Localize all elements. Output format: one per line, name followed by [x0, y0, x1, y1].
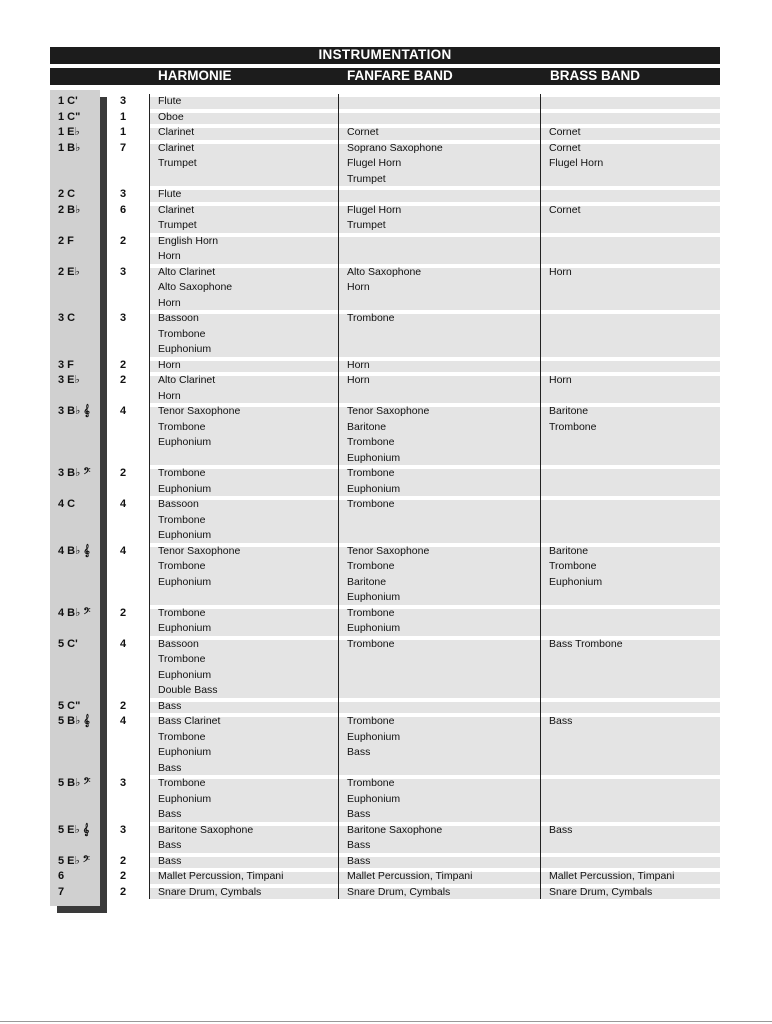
instrument-name: Alto Saxophone — [158, 281, 233, 293]
harmonie-instruments — [158, 203, 197, 234]
table-row — [0, 358, 772, 374]
instrument-name: Bass — [158, 839, 182, 851]
instrument-name: Euphonium — [549, 575, 603, 588]
instrument-name: Baritone — [549, 544, 589, 557]
part-label: 1 C" — [58, 110, 81, 123]
part-count: 4 — [120, 544, 127, 557]
instrument-name: Cornet — [549, 141, 581, 154]
instrument-name: Alto Clarinet — [158, 265, 216, 278]
harmonie-instruments — [158, 699, 181, 715]
column-header-bar — [50, 68, 720, 85]
table-title — [50, 47, 720, 64]
part-label: 5 E♭ 𝄢 — [58, 854, 90, 867]
instrument-name: Trumpet — [158, 219, 197, 231]
instrument-name: Baritone Saxophone — [347, 823, 443, 836]
instrument-name: Euphonium — [347, 451, 401, 464]
row-shading — [150, 640, 720, 698]
part-label: 7 — [58, 885, 65, 898]
brass-instruments — [549, 823, 572, 839]
column-header-harmonie: HARMONIE — [158, 68, 232, 83]
brass-instruments — [549, 265, 572, 281]
fanfare-instruments — [347, 311, 394, 327]
instrument-name: Flugel Horn — [347, 157, 402, 169]
instrument-name: Horn — [549, 265, 572, 278]
instrument-name: Euphonium — [158, 622, 212, 634]
brass-instruments — [549, 203, 581, 219]
table-title-text: INSTRUMENTATION — [318, 47, 452, 62]
part-count: 2 — [120, 358, 127, 371]
fanfare-instruments — [347, 776, 400, 823]
row-shading — [150, 500, 720, 543]
instrument-name: Tenor Saxophone — [347, 405, 430, 417]
instrument-name: Euphonium — [158, 575, 212, 588]
fanfare-instruments — [347, 869, 472, 885]
row-shading — [150, 779, 720, 822]
instrument-name: Snare Drum, Cymbals — [549, 885, 653, 898]
instrument-name: Bass Trombone — [549, 637, 623, 650]
table-row — [0, 823, 772, 854]
instrument-name: Bass — [347, 839, 371, 851]
row-shading — [150, 128, 720, 140]
instrument-name: Euphonium — [158, 792, 212, 805]
instrument-name: Trombone — [347, 777, 395, 789]
row-shading — [150, 361, 720, 373]
instrument-name: Horn — [347, 374, 370, 386]
instrument-name: Trombone — [347, 436, 395, 448]
fanfare-instruments — [347, 637, 394, 653]
part-count: 2 — [120, 885, 127, 898]
fanfare-instruments — [347, 125, 379, 141]
fanfare-instruments — [347, 823, 442, 854]
column-divider — [540, 94, 541, 899]
fanfare-instruments — [347, 885, 450, 901]
table-row — [0, 234, 772, 265]
part-count: 2 — [120, 467, 127, 479]
instrument-name: Trombone — [158, 327, 206, 340]
row-shading — [150, 206, 720, 233]
table-row — [0, 203, 772, 234]
instrument-name: Bass — [158, 699, 182, 712]
table-row — [0, 776, 772, 823]
instrument-name: Trumpet — [347, 172, 386, 185]
part-count: 3 — [120, 312, 127, 324]
instrument-name: Clarinet — [158, 126, 195, 138]
instrument-name: Snare Drum, Cymbals — [347, 885, 451, 898]
brass-instruments — [549, 714, 572, 730]
instrument-name: Horn — [158, 358, 181, 371]
instrument-name: Trombone — [347, 312, 395, 324]
harmonie-instruments — [158, 637, 218, 699]
brass-instruments — [549, 885, 652, 901]
row-shading — [150, 190, 720, 202]
part-label: 1 B♭ — [58, 141, 81, 154]
instrument-name: Clarinet — [158, 141, 195, 154]
instrument-name: Baritone — [347, 575, 387, 588]
part-label: 5 B♭ 𝄢 — [58, 777, 91, 789]
table-row — [0, 544, 772, 606]
instrument-name: Euphonium — [347, 482, 401, 495]
instrument-name: Bass — [347, 746, 371, 758]
fanfare-instruments — [347, 358, 370, 374]
part-label: 4 B♭ 𝄞 — [58, 544, 90, 557]
instrument-name: Cornet — [549, 203, 581, 216]
part-label: 3 E♭ — [58, 374, 80, 386]
instrument-name: Euphonium — [347, 792, 401, 805]
column-header-fanfare: FANFARE BAND — [347, 68, 453, 83]
table-row — [0, 125, 772, 141]
part-count: 1 — [120, 126, 127, 138]
instrument-name: Clarinet — [158, 203, 195, 216]
part-label: 3 F — [58, 358, 74, 371]
table-row — [0, 187, 772, 203]
instrument-name: Baritone — [549, 405, 589, 417]
instrument-name: Bassoon — [158, 312, 199, 324]
instrument-name: Soprano Saxophone — [347, 141, 443, 154]
harmonie-instruments — [158, 94, 181, 110]
instrument-name: Trumpet — [347, 219, 386, 231]
instrument-name: Euphonium — [158, 482, 212, 495]
instrument-name: Euphonium — [158, 746, 212, 758]
part-label: 3 B♭ 𝄢 — [58, 467, 91, 479]
part-label: 5 C' — [58, 637, 78, 650]
harmonie-instruments — [158, 358, 181, 374]
instrument-name: Tenor Saxophone — [347, 544, 430, 557]
instrument-name: Horn — [158, 250, 181, 262]
instrument-name: Tenor Saxophone — [158, 405, 241, 417]
instrument-name: Bassoon — [158, 498, 199, 510]
instrument-name: Trombone — [347, 606, 395, 619]
table-row — [0, 373, 772, 404]
instrument-name: Cornet — [347, 126, 379, 138]
instrument-name: Trombone — [347, 467, 395, 479]
brass-instruments — [549, 373, 572, 389]
instrument-name: Flugel Horn — [347, 203, 402, 216]
part-count: 2 — [120, 374, 127, 386]
table-row — [0, 606, 772, 637]
instrument-name: Bass — [158, 808, 182, 820]
harmonie-instruments — [158, 497, 211, 544]
harmonie-instruments — [158, 187, 181, 203]
instrument-name: Oboe — [158, 110, 184, 123]
harmonie-instruments — [158, 265, 232, 312]
part-count: 4 — [120, 715, 127, 727]
part-label: 1 C' — [58, 95, 78, 107]
instrument-name: Bass — [549, 823, 573, 836]
row-shading — [150, 717, 720, 775]
part-count: 4 — [120, 498, 127, 510]
instrument-name: Bass — [158, 854, 182, 867]
instrument-name: Trombone — [158, 513, 206, 526]
part-count: 3 — [120, 188, 127, 200]
fanfare-instruments — [347, 544, 429, 606]
table-row — [0, 714, 772, 776]
instrument-name: Bass — [549, 715, 573, 727]
part-count: 3 — [120, 777, 127, 789]
harmonie-instruments — [158, 606, 211, 637]
part-count: 2 — [120, 234, 127, 247]
instrument-name: Trombone — [158, 653, 206, 665]
table-row — [0, 110, 772, 126]
part-label: 1 E♭ — [58, 126, 80, 138]
table-row — [0, 885, 772, 901]
fanfare-instruments — [347, 404, 429, 466]
instrument-name: Baritone — [347, 420, 387, 433]
harmonie-instruments — [158, 141, 197, 172]
part-count: 3 — [120, 95, 127, 107]
harmonie-instruments — [158, 466, 211, 497]
harmonie-instruments — [158, 823, 253, 854]
part-count: 4 — [120, 405, 127, 417]
part-label: 3 B♭ 𝄞 — [58, 405, 90, 417]
part-label: 6 — [58, 870, 65, 882]
row-shading — [150, 469, 720, 496]
instrument-name: Bass Clarinet — [158, 715, 221, 727]
fanfare-instruments — [347, 714, 400, 761]
fanfare-instruments — [347, 373, 370, 389]
fanfare-instruments — [347, 141, 443, 188]
part-label: 2 B♭ — [58, 203, 81, 216]
table-row — [0, 311, 772, 358]
part-label: 4 B♭ 𝄢 — [58, 606, 91, 619]
harmonie-instruments — [158, 373, 215, 404]
column-divider — [338, 94, 339, 899]
part-count: 7 — [120, 141, 127, 154]
part-label: 4 C — [58, 498, 76, 510]
instrument-name: Flute — [158, 95, 182, 107]
instrument-name: Flute — [158, 188, 182, 200]
harmonie-instruments — [158, 234, 218, 265]
part-label: 2 F — [58, 234, 74, 247]
brass-instruments — [549, 637, 623, 653]
page-bottom-rule — [0, 1021, 772, 1022]
instrument-name: Bass — [347, 808, 371, 820]
instrument-name: Double Bass — [158, 684, 218, 696]
table-row — [0, 497, 772, 544]
row-shading — [150, 113, 720, 125]
instrument-name: Bass — [347, 854, 371, 867]
harmonie-instruments — [158, 110, 184, 126]
part-label: 5 B♭ 𝄞 — [58, 715, 90, 727]
part-label: 3 C — [58, 312, 76, 324]
part-count: 2 — [120, 854, 127, 867]
instrument-name: Trombone — [549, 560, 597, 572]
instrument-name: Euphonium — [158, 436, 212, 448]
harmonie-instruments — [158, 869, 283, 885]
brass-instruments — [549, 404, 596, 435]
instrument-name: Cornet — [549, 126, 581, 138]
harmonie-instruments — [158, 311, 211, 358]
instrument-name: Mallet Percussion, Timpani — [347, 870, 473, 882]
instrument-name: Euphonium — [347, 730, 401, 743]
instrument-name: Trombone — [158, 467, 206, 479]
instrument-name: Trumpet — [158, 157, 197, 169]
instrument-name: Trombone — [347, 498, 395, 510]
instrument-name: Trombone — [347, 715, 395, 727]
instrument-name: Trombone — [158, 777, 206, 789]
part-label: 2 E♭ — [58, 265, 80, 278]
instrument-name: Flugel Horn — [549, 157, 604, 169]
table-row — [0, 699, 772, 715]
harmonie-instruments — [158, 714, 220, 776]
row-shading — [150, 237, 720, 264]
fanfare-instruments — [347, 466, 400, 497]
table-row — [0, 265, 772, 312]
row-shading — [150, 314, 720, 357]
part-count: 2 — [120, 870, 127, 882]
instrument-name: Tenor Saxophone — [158, 544, 241, 557]
table-row — [0, 141, 772, 188]
harmonie-instruments — [158, 125, 194, 141]
instrument-name: Euphonium — [158, 529, 212, 541]
row-shading — [150, 376, 720, 403]
instrument-name: Euphonium — [158, 668, 212, 681]
part-count: 2 — [120, 699, 127, 712]
part-label: 5 E♭ 𝄞 — [58, 823, 90, 836]
part-count: 2 — [120, 606, 127, 619]
column-header-brass: BRASS BAND — [550, 68, 641, 83]
fanfare-instruments — [347, 606, 400, 637]
part-count: 6 — [120, 203, 127, 216]
instrument-name: Alto Saxophone — [347, 265, 422, 278]
brass-instruments — [549, 544, 602, 591]
instrument-name: Horn — [347, 358, 370, 371]
part-count: 1 — [120, 110, 127, 123]
table-row — [0, 466, 772, 497]
part-count: 3 — [120, 823, 127, 836]
row-shading — [150, 268, 720, 311]
table-row — [0, 637, 772, 699]
table-row — [0, 404, 772, 466]
harmonie-instruments — [158, 404, 240, 451]
harmonie-instruments — [158, 776, 211, 823]
row-shading — [150, 97, 720, 109]
column-divider — [149, 94, 150, 899]
part-count: 3 — [120, 265, 127, 278]
harmonie-instruments — [158, 885, 261, 901]
instrument-name: Trombone — [347, 637, 395, 650]
brass-instruments — [549, 141, 603, 172]
part-label: 5 C" — [58, 699, 81, 712]
instrument-name: Euphonium — [158, 343, 212, 355]
harmonie-instruments — [158, 854, 181, 870]
instrument-name: Bass — [158, 761, 182, 774]
instrument-name: Baritone Saxophone — [158, 823, 254, 836]
instrument-name: Horn — [158, 296, 181, 309]
row-shading — [150, 609, 720, 636]
fanfare-instruments — [347, 854, 370, 870]
instrument-name: Euphonium — [347, 591, 401, 603]
fanfare-instruments — [347, 203, 401, 234]
table-row — [0, 869, 772, 885]
instrument-name: Trombone — [158, 730, 206, 743]
instrument-name: Alto Clarinet — [158, 374, 216, 386]
table-row — [0, 94, 772, 110]
instrument-name: Mallet Percussion, Timpani — [549, 870, 675, 882]
instrument-name: English Horn — [158, 234, 219, 247]
instrument-name: Mallet Percussion, Timpani — [158, 870, 284, 882]
instrument-name: Trombone — [347, 560, 395, 572]
part-label: 2 C — [58, 188, 76, 200]
instrument-name: Horn — [549, 374, 572, 386]
part-count: 4 — [120, 637, 127, 650]
instrument-name: Trombone — [158, 606, 206, 619]
fanfare-instruments — [347, 497, 394, 513]
brass-instruments — [549, 869, 674, 885]
brass-instruments — [549, 125, 581, 141]
instrument-name: Bassoon — [158, 637, 199, 650]
fanfare-instruments — [347, 265, 421, 296]
instrument-name: Snare Drum, Cymbals — [158, 885, 262, 898]
harmonie-instruments — [158, 544, 240, 591]
instrument-name: Trombone — [158, 420, 206, 433]
instrument-name: Horn — [347, 281, 370, 293]
row-shading — [150, 857, 720, 869]
instrument-name: Horn — [158, 389, 181, 402]
instrument-name: Euphonium — [347, 622, 401, 634]
table-row — [0, 854, 772, 870]
row-shading — [150, 702, 720, 714]
instrument-name: Trombone — [549, 420, 597, 433]
instrument-name: Trombone — [158, 560, 206, 572]
